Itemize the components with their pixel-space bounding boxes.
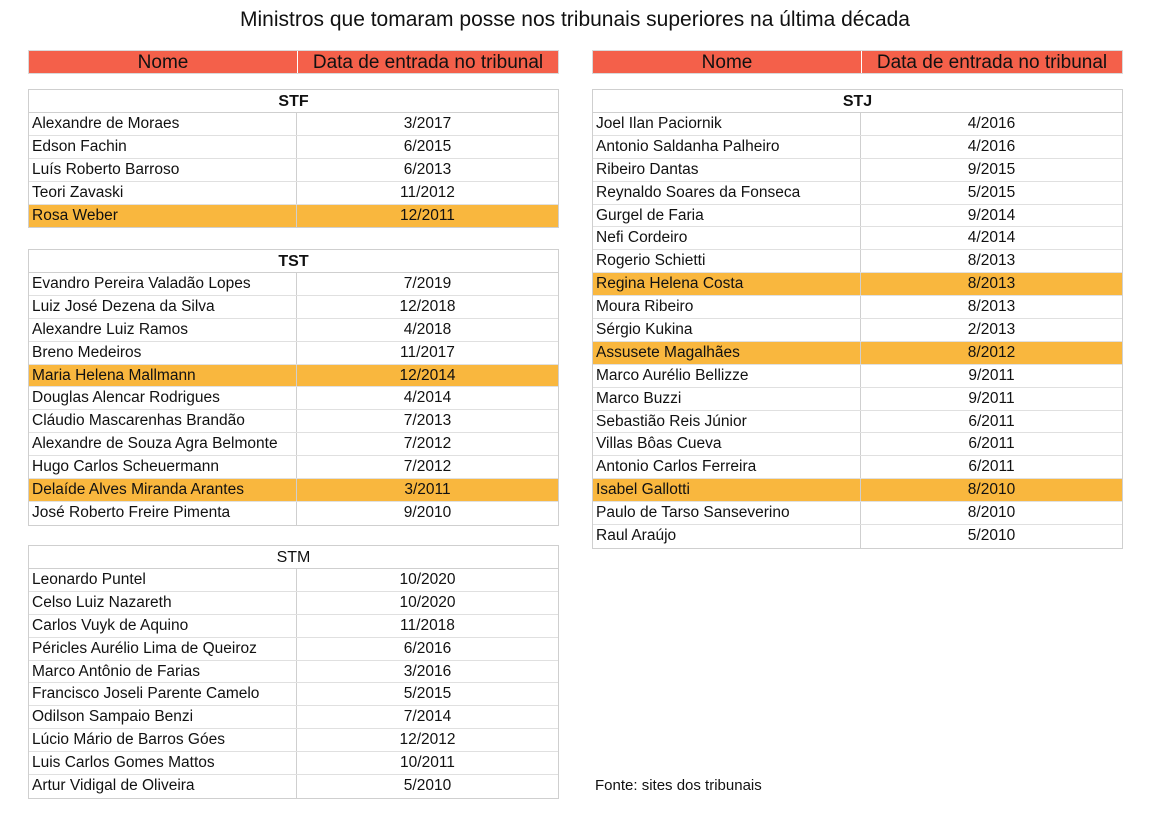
entry-date-cell: 6/2011 [968, 458, 1015, 476]
minister-name-cell: Regina Helena Costa [593, 273, 861, 295]
minister-name-cell: Alexandre Luiz Ramos [29, 319, 297, 341]
entry-date-cell: 11/2018 [400, 616, 455, 634]
entry-date-cell: 8/2013 [967, 252, 1016, 270]
entry-date-cell: 9/2014 [967, 206, 1016, 224]
minister-name-cell: José Roberto Freire Pimenta [29, 502, 297, 525]
entry-date-cell: 5/2010 [967, 527, 1016, 545]
entry-date-cell: 4/2018 [403, 320, 452, 338]
minister-name-cell: Moura Ribeiro [593, 296, 861, 318]
entry-date-cell: 7/2013 [403, 412, 452, 430]
table-row [593, 227, 1122, 250]
stj-table [592, 89, 1123, 549]
minister-name-cell: Carlos Vuyk de Aquino [29, 615, 297, 637]
minister-name-cell: Francisco Joseli Parente Camelo [29, 683, 297, 705]
stf-table-title: STF [29, 90, 558, 113]
entry-date-cell: 9/2010 [403, 503, 452, 521]
entry-date-cell: 7/2019 [403, 275, 452, 292]
entry-date-cell: 8/2010 [967, 504, 1016, 522]
table-row [29, 387, 558, 410]
minister-name-cell: Luiz José Dezena da Silva [29, 296, 297, 318]
minister-name-cell: Sérgio Kukina [593, 319, 861, 341]
entry-date-cell: 4/2016 [967, 137, 1016, 155]
minister-name-cell: Hugo Carlos Scheuermann [29, 456, 297, 478]
name-column-header: Nome [593, 51, 862, 73]
table-row [593, 205, 1122, 228]
table-row [29, 775, 558, 798]
entry-date-cell: 7/2014 [403, 708, 452, 726]
minister-name-cell: Marco Aurélio Bellizze [593, 365, 861, 387]
entry-date-cell: 11/2012 [400, 183, 455, 201]
tst-table-title: TST [29, 250, 558, 273]
minister-name-cell: Reynaldo Soares da Fonseca [593, 182, 861, 204]
table-row [593, 502, 1122, 525]
entry-date-cell: 6/2015 [403, 137, 452, 155]
entry-date-cell: 4/2014 [403, 389, 452, 407]
stm-table-title: STM [29, 546, 558, 569]
minister-name-cell: Péricles Aurélio Lima de Queiroz [29, 638, 297, 660]
entry-date-cell: 8/2013 [967, 275, 1016, 293]
tst-rows [29, 273, 558, 525]
table-row [593, 411, 1122, 434]
minister-name-cell: Evandro Pereira Valadão Lopes [29, 273, 297, 295]
minister-name-cell: Edson Fachin [29, 136, 297, 158]
right-column-header [592, 50, 1123, 74]
entry-date-cell: 5/2010 [403, 777, 452, 795]
table-row [29, 752, 558, 775]
entry-date-cell: 12/2012 [399, 731, 456, 749]
table-row [29, 182, 558, 205]
minister-name-cell: Delaíde Alves Miranda Arantes [29, 479, 297, 501]
table-row [29, 569, 558, 592]
entry-date-cell: 4/2016 [967, 115, 1016, 132]
entry-date-cell: 8/2010 [967, 481, 1016, 499]
table-row [593, 388, 1122, 411]
table-row [593, 479, 1122, 502]
date-column-header: Data de entrada no tribunal [876, 52, 1108, 73]
entry-date-cell: 10/2020 [399, 593, 456, 611]
entry-date-cell: 4/2014 [967, 229, 1016, 247]
entry-date-cell: 12/2011 [400, 206, 455, 224]
minister-name-cell: Marco Buzzi [593, 388, 861, 410]
minister-name-cell: Cláudio Mascarenhas Brandão [29, 410, 297, 432]
entry-date-cell: 3/2016 [403, 662, 452, 680]
minister-name-cell: Sebastião Reis Júnior [593, 411, 861, 433]
entry-date-cell: 3/2017 [403, 115, 452, 132]
tst-table [28, 249, 559, 526]
minister-name-cell: Luis Carlos Gomes Mattos [29, 752, 297, 774]
table-row [29, 319, 558, 342]
entry-date-cell: 6/2016 [403, 639, 452, 657]
entry-date-cell: 8/2013 [967, 298, 1016, 316]
minister-name-cell: Leonardo Puntel [29, 569, 297, 591]
minister-name-cell: Teori Zavaski [29, 182, 297, 204]
minister-name-cell: Rosa Weber [29, 205, 297, 228]
entry-date-cell: 6/2011 [968, 412, 1015, 430]
entry-date-cell: 7/2012 [403, 458, 452, 476]
table-row [29, 661, 558, 684]
table-row [29, 410, 558, 433]
minister-name-cell: Joel Ilan Paciornik [593, 113, 861, 135]
minister-name-cell: Luís Roberto Barroso [29, 159, 297, 181]
table-row [29, 456, 558, 479]
stm-table [28, 545, 559, 799]
table-row [29, 159, 558, 182]
table-row [29, 273, 558, 296]
table-row [29, 706, 558, 729]
entry-date-cell: 11/2017 [400, 343, 455, 361]
entry-date-cell: 9/2011 [968, 366, 1015, 384]
table-row [593, 456, 1122, 479]
table-row [593, 525, 1122, 548]
table-row [593, 136, 1122, 159]
entry-date-cell: 10/2011 [400, 754, 455, 772]
date-column-header: Data de entrada no tribunal [312, 52, 544, 73]
entry-date-cell: 8/2012 [967, 343, 1016, 361]
entry-date-cell: 6/2013 [403, 160, 452, 178]
minister-name-cell: Raul Araújo [593, 525, 861, 548]
minister-name-cell: Douglas Alencar Rodrigues [29, 387, 297, 409]
minister-name-cell: Ribeiro Dantas [593, 159, 861, 181]
minister-name-cell: Alexandre de Moraes [29, 113, 297, 135]
entry-date-cell: 6/2011 [968, 435, 1015, 453]
minister-name-cell: Breno Medeiros [29, 342, 297, 364]
entry-date-cell: 12/2014 [399, 366, 456, 384]
minister-name-cell: Paulo de Tarso Sanseverino [593, 502, 861, 524]
stf-rows [29, 113, 558, 227]
table-row [593, 182, 1122, 205]
table-row [29, 113, 558, 136]
minister-name-cell: Antonio Carlos Ferreira [593, 456, 861, 478]
table-row [593, 319, 1122, 342]
left-column-header [28, 50, 559, 74]
table-row [29, 592, 558, 615]
minister-name-cell: Nefi Cordeiro [593, 227, 861, 249]
table-row [29, 296, 558, 319]
minister-name-cell: Marco Antônio de Farias [29, 661, 297, 683]
minister-name-cell: Artur Vidigal de Oliveira [29, 775, 297, 798]
entry-date-cell: 5/2015 [403, 685, 452, 703]
minister-name-cell: Celso Luiz Nazareth [29, 592, 297, 614]
stm-rows [29, 569, 558, 798]
minister-name-cell: Odilson Sampaio Benzi [29, 706, 297, 728]
entry-date-cell: 2/2013 [967, 321, 1016, 339]
minister-name-cell: Alexandre de Souza Agra Belmonte [29, 433, 297, 455]
table-row [29, 205, 558, 228]
minister-name-cell: Isabel Gallotti [593, 479, 861, 501]
table-row [29, 615, 558, 638]
entry-date-cell: 3/2011 [404, 481, 451, 499]
table-row [593, 273, 1122, 296]
table-row [29, 729, 558, 752]
entry-date-cell: 5/2015 [967, 183, 1016, 201]
entry-date-cell: 9/2011 [968, 389, 1015, 407]
minister-name-cell: Villas Bôas Cueva [593, 433, 861, 455]
table-row [29, 638, 558, 661]
table-row [29, 433, 558, 456]
table-row [593, 433, 1122, 456]
table-row [29, 502, 558, 525]
minister-name-cell: Assusete Magalhães [593, 342, 861, 364]
table-row [593, 365, 1122, 388]
stj-rows [593, 113, 1122, 548]
table-row [29, 342, 558, 365]
page-title: Ministros que tomaram posse nos tribunais superiores na última década [239, 8, 910, 31]
minister-name-cell: Antonio Saldanha Palheiro [593, 136, 861, 158]
stf-table [28, 89, 559, 228]
stj-table-title: STJ [593, 90, 1122, 113]
table-row [29, 683, 558, 706]
table-row [29, 365, 558, 388]
entry-date-cell: 12/2018 [399, 297, 456, 315]
table-row [593, 296, 1122, 319]
minister-name-cell: Lúcio Mário de Barros Góes [29, 729, 297, 751]
minister-name-cell: Maria Helena Mallmann [29, 365, 297, 387]
source-note: Fonte: sites dos tribunais [595, 777, 762, 794]
minister-name-cell: Gurgel de Faria [593, 205, 861, 227]
table-row [593, 250, 1122, 273]
table-row [593, 159, 1122, 182]
name-column-header: Nome [29, 51, 298, 73]
entry-date-cell: 9/2015 [967, 160, 1016, 178]
table-row [593, 113, 1122, 136]
table-row [29, 136, 558, 159]
entry-date-cell: 7/2012 [403, 435, 452, 453]
table-row [29, 479, 558, 502]
minister-name-cell: Rogerio Schietti [593, 250, 861, 272]
entry-date-cell: 10/2020 [399, 571, 456, 588]
table-row [593, 342, 1122, 365]
